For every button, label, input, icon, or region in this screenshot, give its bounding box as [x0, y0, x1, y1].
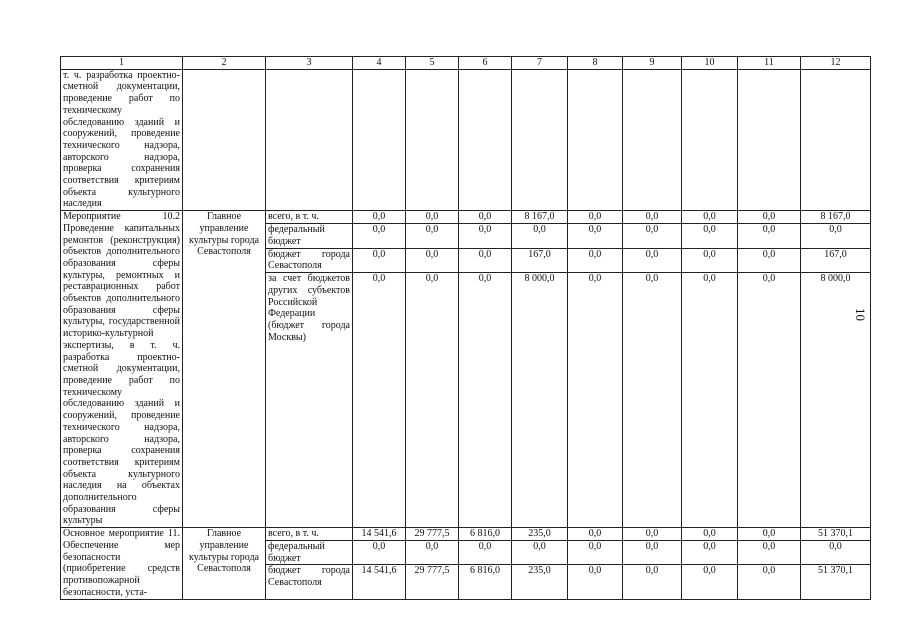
header-cell: 7 — [512, 57, 568, 70]
funding-source: федеральный бюджет — [266, 540, 353, 564]
value-cell: 29 777,5 — [406, 565, 459, 600]
header-cell: 9 — [623, 57, 682, 70]
value-cell: 0,0 — [353, 540, 406, 564]
value-cell: 8 167,0 — [512, 211, 568, 224]
value-cell: 0,0 — [459, 211, 512, 224]
header-cell: 12 — [801, 57, 871, 70]
value-cell: 167,0 — [801, 248, 871, 273]
value-cell: 0,0 — [623, 528, 682, 541]
value-cell: 0,0 — [738, 528, 801, 541]
value-cell: 51 370,1 — [801, 528, 871, 541]
value-cell: 0,0 — [623, 211, 682, 224]
header-cell: 1 — [61, 57, 183, 70]
value-cell: 0,0 — [623, 540, 682, 564]
measure-10-2-description: Мероприятие 10.2 Проведение капитальных ремонтов (реконструкция) объектов дополнительного образования сферы культуры, ремонтных и реставрационных работ объектов дополнительного образования сферы культуры, государственной историко-культурной экспертизы, в т. ч. разработка проектно-сметной документации, проведение работ по техническому обследованию зданий и сооружений, проведение технического надзора, авторского надзора, проверка сохранения соответствия критериям объекта культурного наследия на объектах дополнительного образования сферы культуры — [61, 211, 183, 528]
value-cell: 167,0 — [512, 248, 568, 273]
value-cell: 0,0 — [623, 565, 682, 600]
value-cell: 0,0 — [568, 528, 623, 541]
value-cell: 0,0 — [406, 540, 459, 564]
value-cell: 6 816,0 — [459, 565, 512, 600]
value-cell: 0,0 — [623, 273, 682, 528]
value-cell: 0,0 — [353, 223, 406, 248]
header-cell: 6 — [459, 57, 512, 70]
value-cell: 0,0 — [568, 273, 623, 528]
header-cell: 5 — [406, 57, 459, 70]
value-cell: 0,0 — [682, 273, 738, 528]
value-cell: 0,0 — [459, 540, 512, 564]
value-cell: 0,0 — [406, 223, 459, 248]
value-cell: 0,0 — [568, 565, 623, 600]
value-cell: 8 000,0 — [801, 273, 871, 528]
measure-11-description: Основное мероприятие 11. Обеспечение мер безопасности (приобретение средств противопожарной безопасности, уста- — [61, 528, 183, 600]
value-cell: 0,0 — [738, 248, 801, 273]
funding-source: всего, в т. ч. — [266, 211, 353, 224]
value-cell: 14 541,6 — [353, 565, 406, 600]
value-cell: 29 777,5 — [406, 528, 459, 541]
value-cell: 0,0 — [406, 211, 459, 224]
value-cell: 0,0 — [406, 273, 459, 528]
header-cell: 2 — [183, 57, 266, 70]
value-cell: 0,0 — [801, 540, 871, 564]
value-cell: 51 370,1 — [801, 565, 871, 600]
measure-10-2-executor: Главное управление культуры города Севастополя — [183, 211, 266, 528]
value-cell: 0,0 — [353, 273, 406, 528]
value-cell: 0,0 — [682, 528, 738, 541]
value-cell: 0,0 — [512, 223, 568, 248]
value-cell: 6 816,0 — [459, 528, 512, 541]
value-cell: 0,0 — [682, 211, 738, 224]
value-cell: 0,0 — [459, 223, 512, 248]
header-cell: 11 — [738, 57, 801, 70]
header-cell: 8 — [568, 57, 623, 70]
header-cell: 3 — [266, 57, 353, 70]
value-cell: 0,0 — [512, 540, 568, 564]
header-cell: 10 — [682, 57, 738, 70]
funding-source: бюджет города Севастополя — [266, 248, 353, 273]
value-cell: 0,0 — [682, 540, 738, 564]
funding-source: всего, в т. ч. — [266, 528, 353, 541]
value-cell: 14 541,6 — [353, 528, 406, 541]
value-cell: 0,0 — [623, 248, 682, 273]
value-cell: 235,0 — [512, 565, 568, 600]
measure-11-executor: Главное управление культуры города Севастополя — [183, 528, 266, 600]
funding-source: федеральный бюджет — [266, 223, 353, 248]
value-cell: 0,0 — [353, 248, 406, 273]
page-number: 10 — [853, 308, 868, 321]
value-cell: 0,0 — [353, 211, 406, 224]
table-row — [61, 211, 871, 224]
value-cell: 0,0 — [459, 248, 512, 273]
value-cell: 0,0 — [682, 248, 738, 273]
value-cell: 0,0 — [568, 211, 623, 224]
value-cell: 8 000,0 — [512, 273, 568, 528]
value-cell: 0,0 — [623, 223, 682, 248]
budget-table — [60, 56, 871, 600]
value-cell: 0,0 — [738, 223, 801, 248]
value-cell: 235,0 — [512, 528, 568, 541]
header-cell: 4 — [353, 57, 406, 70]
value-cell: 8 167,0 — [801, 211, 871, 224]
value-cell: 0,0 — [568, 223, 623, 248]
continuation-description: т. ч. разработка проектно-сметной документации, проведение работ по техническому обследованию зданий и сооружений, проведение технического надзора, авторского надзора, проверка сохранения соответствия критериям объекта культурного наследия — [61, 69, 183, 210]
value-cell: 0,0 — [568, 540, 623, 564]
value-cell: 0,0 — [406, 248, 459, 273]
value-cell: 0,0 — [459, 273, 512, 528]
value-cell: 0,0 — [738, 565, 801, 600]
table-row — [61, 69, 871, 210]
value-cell: 0,0 — [568, 248, 623, 273]
value-cell: 0,0 — [801, 223, 871, 248]
value-cell: 0,0 — [738, 540, 801, 564]
funding-source: бюджет города Севастополя — [266, 565, 353, 600]
table-row — [61, 528, 871, 541]
value-cell: 0,0 — [738, 273, 801, 528]
column-number-header-row — [61, 57, 871, 70]
value-cell: 0,0 — [682, 565, 738, 600]
value-cell: 0,0 — [738, 211, 801, 224]
value-cell: 0,0 — [682, 223, 738, 248]
funding-source: за счет бюджетов других субъектов Российской Федерации (бюджет города Москвы) — [266, 273, 353, 528]
